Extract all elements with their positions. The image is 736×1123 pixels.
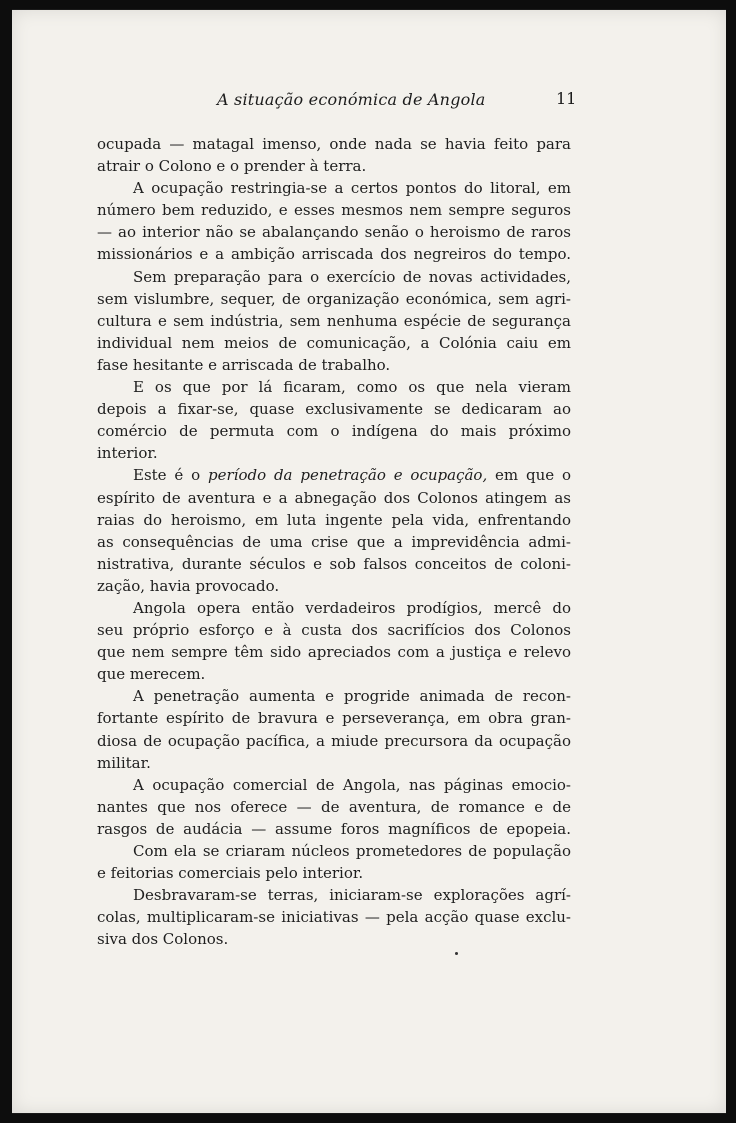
text-line: rasgos de audácia — assume foros magníficos de epopeia. xyxy=(97,819,571,838)
text-line: seu próprio esforço e à custa dos sacrifícios dos Colonos xyxy=(97,621,571,640)
text-line: comércio de permuta com o indígena do mais próximo xyxy=(97,422,571,441)
text-line: espírito de aventura e a abnegação dos Colonos atingem as xyxy=(97,488,571,507)
text-line: Com ela se criaram núcleos prometedores de população xyxy=(133,842,571,860)
scan-border-top xyxy=(12,9,726,10)
text-line: atrair o Colono e o prender à terra. xyxy=(97,157,367,176)
text-line: Sem preparação para o exercício de novas actividades, xyxy=(133,267,571,286)
text-line: zação, havia provocado. xyxy=(97,576,280,595)
body-text xyxy=(97,133,571,950)
text-line: diosa de ocupação pacífica, a miude precursora da ocupação xyxy=(97,731,571,750)
text-line: nantes que nos oferece — de aventura, de romance e de xyxy=(97,797,571,816)
text-segment: em que o xyxy=(487,466,571,485)
text-line: militar. xyxy=(97,753,151,772)
page-number: 11 xyxy=(556,89,577,108)
scan-border-bottom xyxy=(12,1113,726,1114)
text-line: e feitorias comerciais pelo interior. xyxy=(97,864,364,883)
text-line-with-italic xyxy=(97,464,571,486)
text-line: E os que por lá ficaram, como os que nela vieram xyxy=(133,378,571,397)
text-line: fase hesitante e arriscada de trabalho. xyxy=(97,355,391,374)
ink-speck xyxy=(455,952,458,955)
text-line: A ocupação comercial de Angola, nas páginas emocio- xyxy=(133,775,571,794)
text-segment: Este é o xyxy=(133,466,208,485)
text-line: Angola opera então verdadeiros prodígios, mercê do xyxy=(133,598,571,617)
text-line: A ocupação restringia-se a certos pontos do litoral, em xyxy=(133,179,571,198)
text-line: que merecem. xyxy=(97,665,206,684)
text-line: ocupada — matagal imenso, onde nada se havia feito para xyxy=(97,135,571,153)
text-line: Desbravaram-se terras, iniciaram-se explorações agrí- xyxy=(133,886,571,905)
text-line: fortante espírito de bravura e perseverança, em obra gran- xyxy=(97,709,571,728)
text-line: interior. xyxy=(97,444,158,463)
text-line: siva dos Colonos. xyxy=(97,930,229,949)
text-line: individual nem meios de comunicação, a Colónia caiu em xyxy=(97,333,571,352)
text-line: cultura e sem indústria, sem nenhuma espécie de segurança xyxy=(97,311,571,330)
text-line: colas, multiplicaram-se iniciativas — pela acção quase exclu- xyxy=(97,908,571,927)
italic-phrase: período da penetração e ocupação, xyxy=(208,466,488,485)
text-line: sem vislumbre, sequer, de organização económica, sem agri- xyxy=(97,289,571,308)
text-line: missionários e a ambição arriscada dos negreiros do tempo. xyxy=(97,245,571,264)
text-line: — ao interior não se abalançando senão o heroismo de raros xyxy=(97,223,571,242)
text-line: que nem sempre têm sido apreciados com a justiça e relevo xyxy=(97,643,571,662)
text-line: nistrativa, durante séculos e sob falsos conceitos de coloni- xyxy=(97,554,571,573)
text-line: as consequências de uma crise que a imprevidência admi- xyxy=(97,532,571,551)
text-line: raias do heroismo, em luta ingente pela vida, enfrentando xyxy=(97,510,571,529)
text-line: A penetração aumenta e progride animada de recon- xyxy=(133,687,571,706)
running-title: A situação económica de Angola xyxy=(217,90,486,109)
text-line: número bem reduzido, e esses mesmos nem sempre seguros xyxy=(97,201,571,220)
text-line: depois a fixar-se, quase exclusivamente se dedicaram ao xyxy=(97,400,571,419)
